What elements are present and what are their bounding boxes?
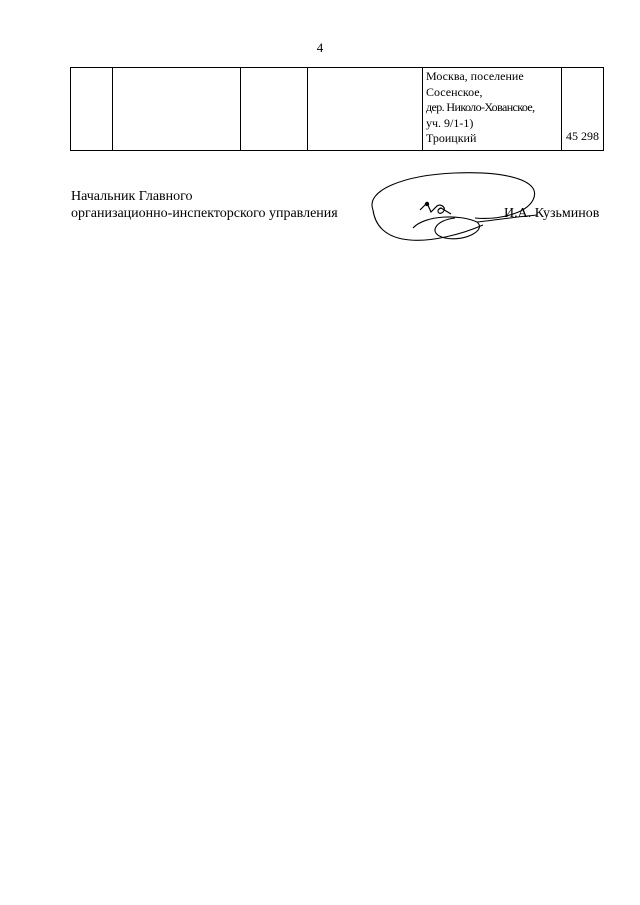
page-number: 4 xyxy=(316,40,324,55)
table-column-border xyxy=(240,67,241,151)
address-line: дер. Николо-Хованское, xyxy=(426,100,535,114)
address-line: Сосенское, xyxy=(426,84,483,99)
signatory-name: И.А. Кузьминов xyxy=(504,206,600,221)
address-line: Троицкий xyxy=(426,131,477,145)
table-column-border xyxy=(422,67,423,151)
table-cell-address xyxy=(426,69,561,147)
address-line: уч. 9/1-1) xyxy=(426,115,474,130)
signature-dot xyxy=(425,202,429,206)
signatory-position xyxy=(71,188,361,222)
table-fragment xyxy=(70,67,604,151)
table-top-border xyxy=(70,67,604,68)
address-line: Москва, поселение xyxy=(426,69,524,83)
table-cell-number: 45 298 xyxy=(566,129,599,143)
position-line: Начальник Главного xyxy=(71,189,193,204)
table-column-border xyxy=(307,67,308,151)
table-column-border xyxy=(561,67,562,151)
table-bottom-border xyxy=(70,150,604,151)
table-column-border xyxy=(112,67,113,151)
table-column-border xyxy=(70,67,71,151)
position-line: организационно-инспекторского управления xyxy=(71,206,338,221)
